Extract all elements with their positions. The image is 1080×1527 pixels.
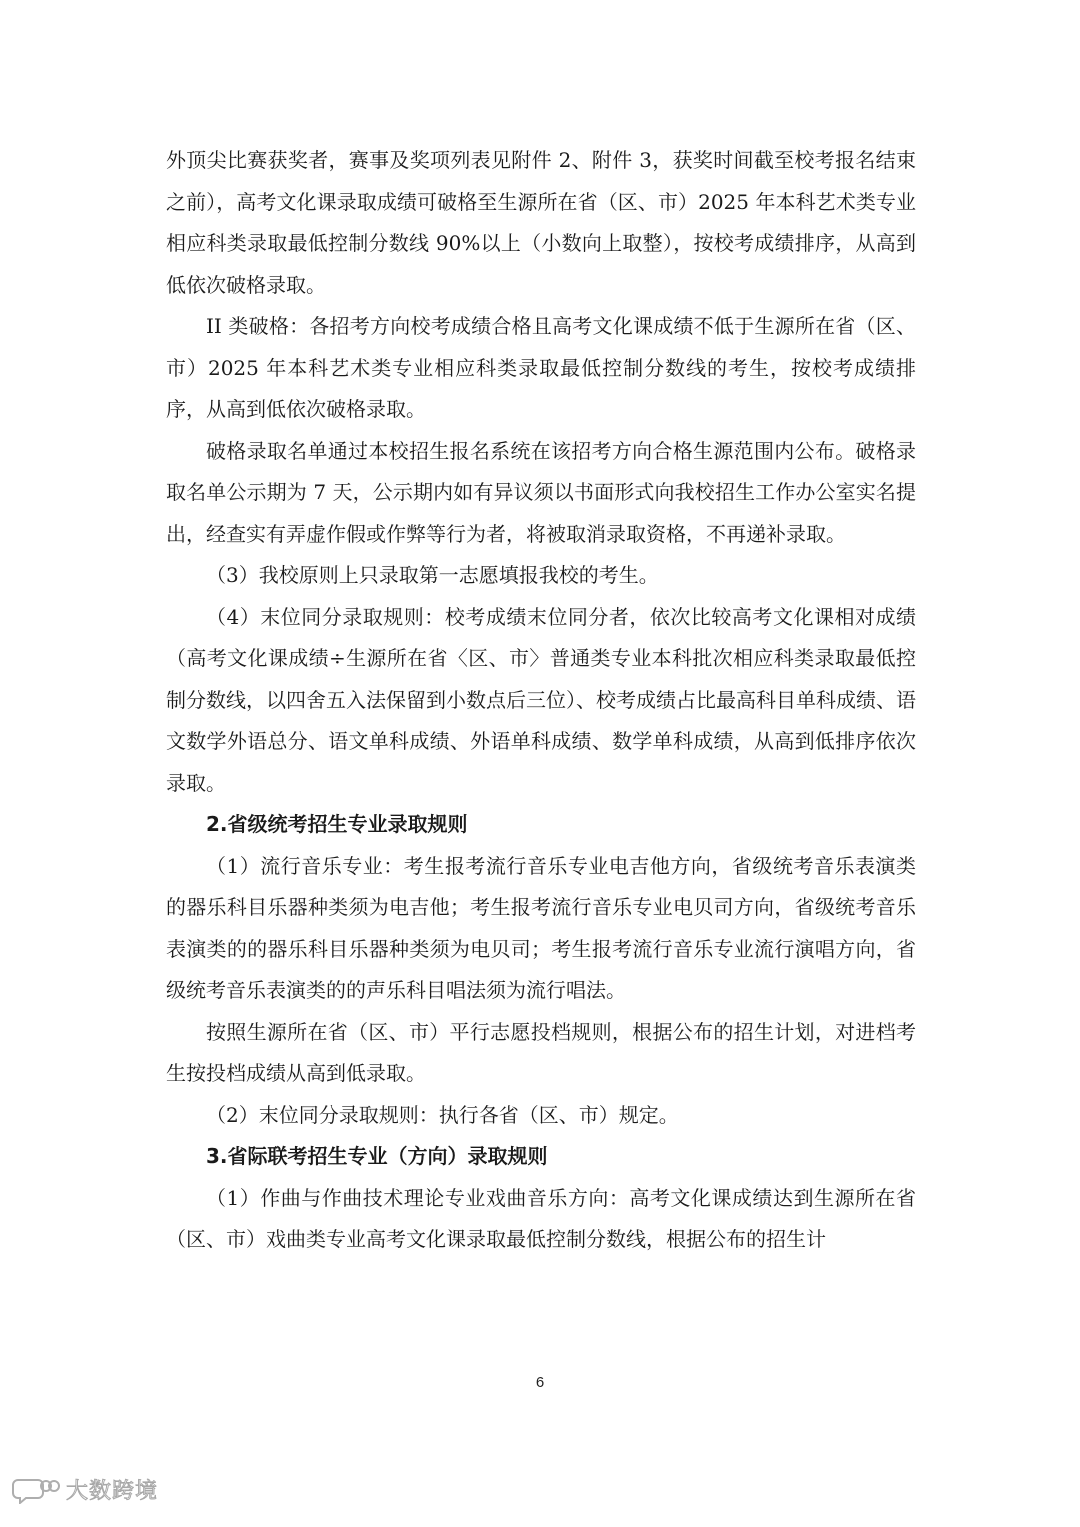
body-text — [166, 140, 916, 1261]
paragraph: 外顶尖比赛获奖者，赛事及奖项列表见附件 2、附件 3，获奖时间截至校考报名结束之前），高考文化课录取成绩可破格至生源所在省（区、市）2025 年本科艺术类专业相应科类录取最低控制分数线 90%以上（小数向上取整），按校考成绩排序，从高到低依次破格录取。 — [166, 148, 916, 297]
paragraph: （3）我校原则上只录取第一志愿填报我校的考生。 — [206, 563, 659, 587]
paragraph: （4）末位同分录取规则：校考成绩末位同分者，依次比较高考文化课相对成绩（高考文化课成绩÷生源所在省〈区、市〉普通类专业本科批次相应科类录取最低控制分数线，以四舍五入法保留到小数点后三位）、校考成绩占比最高科目单科成绩、语文数学外语总分、语文单科成绩、外语单科成绩、数学单科成绩，从高到低排序依次录取。 — [166, 604, 916, 795]
watermark — [12, 1474, 158, 1505]
paragraph: II 类破格：各招考方向校考成绩合格且高考文化课成绩不低于生源所在省（区、市）2025 年本科艺术类专业相应科类录取最低控制分数线的考生，按校考成绩排序，从高到低依次破格录取。 — [166, 314, 916, 421]
paragraph: （2）末位同分录取规则：执行各省（区、市）规定。 — [206, 1102, 679, 1127]
section-heading: 3.省际联考招生专业（方向）录取规则 — [206, 1144, 548, 1168]
paragraph: 破格录取名单通过本校招生报名系统在该招考方向合格生源范围内公布。破格录取名单公示期为 7 天，公示期内如有异议须以书面形式向我校招生工作办公室实名提出，经查实有弄虚作假或作弊等行为者，将被取消录取资格，不再递补录取。 — [166, 438, 916, 546]
watermark-text: 大数跨境 — [66, 1479, 159, 1504]
section-heading: 2.省级统考招生专业录取规则 — [206, 812, 468, 836]
page-number: 6 — [535, 1374, 545, 1391]
paragraph: 按照生源所在省（区、市）平行志愿投档规则，根据公布的招生计划，对进档考生按投档成绩从高到低录取。 — [166, 1019, 916, 1085]
paragraph: （1）作曲与作曲技术理论专业戏曲音乐方向：高考文化课成绩达到生源所在省（区、市）戏曲类专业高考文化课录取最低控制分数线，根据公布的招生计 — [166, 1185, 916, 1251]
speech-bubble-logo-icon — [12, 1476, 60, 1504]
paragraph: （1）流行音乐专业：考生报考流行音乐专业电吉他方向，省级统考音乐表演类的器乐科目乐器种类须为电吉他；考生报考流行音乐专业电贝司方向，省级统考音乐表演类的的器乐科目乐器种类须为电贝司；考生报考流行音乐专业流行演唱方向，省级统考音乐表演类的的声乐科目唱法须为流行唱法。 — [166, 853, 916, 1002]
